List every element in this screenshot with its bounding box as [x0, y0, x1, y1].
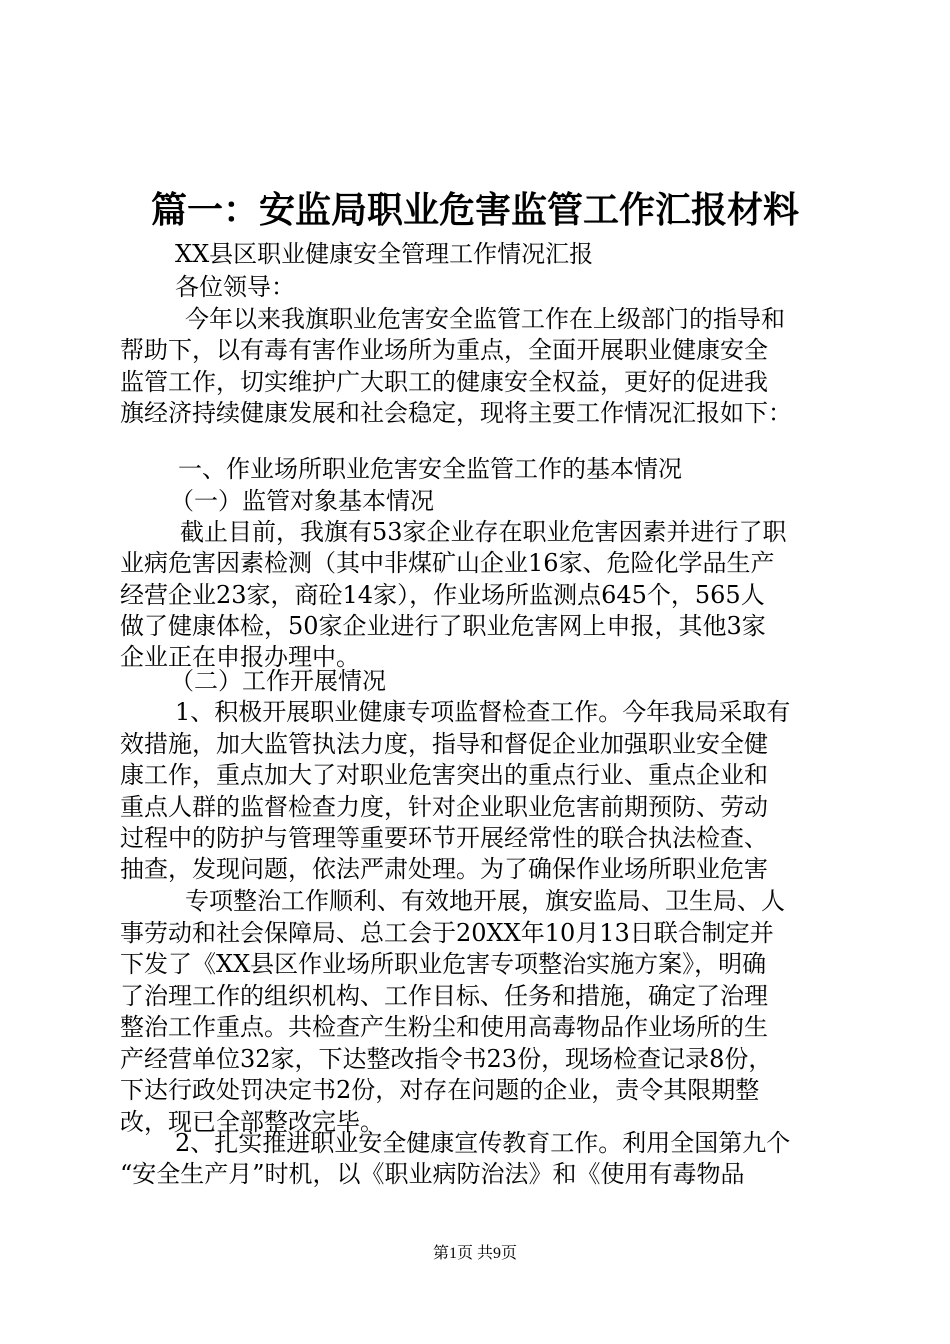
paragraph-line: 效措施，加大监管执法力度，指导和督促企业加强职业安全健 [120, 730, 768, 758]
paragraph-line: 改，现已全部整改完毕。 [120, 1108, 384, 1136]
paragraph-line: 专项整治工作顺利、有效地开展，旗安监局、卫生局、人 [185, 887, 785, 915]
paragraph-line: 1、积极开展职业健康专项监督检查工作。今年我局采取有 [175, 698, 791, 726]
paragraph-line: 了治理工作的组织机构、工作目标、任务和措施，确定了治理 [120, 982, 768, 1010]
paragraph-line: 旗经济持续健康发展和社会稳定，现将主要工作情况汇报如下： [120, 399, 792, 427]
subsection-heading: （二）工作开展情况 [170, 667, 386, 695]
paragraph-line: 下达行政处罚决定书2份，对存在问题的企业，责令其限期整 [120, 1076, 760, 1104]
paragraph-line: 企业正在申报办理中。 [120, 643, 360, 671]
paragraph-line: 过程中的防护与管理等重要环节开展经常性的联合执法检查、 [120, 824, 768, 852]
paragraph-line: 2、扎实推进职业安全健康宣传教育工作。利用全国第九个 [175, 1129, 791, 1157]
paragraph-line: 下发了《XX县区作业场所职业危害专项整治实施方案》，明确 [120, 950, 767, 978]
report-subtitle: XX县区职业健康安全管理工作情况汇报 [175, 240, 594, 268]
paragraph-line: 今年以来我旗职业危害安全监管工作在上级部门的指导和 [185, 305, 785, 333]
section-heading: 一、作业场所职业危害安全监管工作的基本情况 [178, 455, 682, 483]
paragraph-line: 整治工作重点。共检查产生粉尘和使用高毒物品作业场所的生 [120, 1013, 768, 1041]
paragraph-line: 产经营单位32家，下达整改指令书23份，现场检查记录8份， [120, 1045, 773, 1073]
page-number-footer: 第1页 共9页 [432, 1245, 517, 1262]
paragraph-line: 帮助下，以有毒有害作业场所为重点，全面开展职业健康安全 [120, 336, 768, 364]
paragraph-line: 抽查，发现问题，依法严肃处理。为了确保作业场所职业危害 [120, 855, 768, 883]
paragraph-line: 业病危害因素检测（其中非煤矿山企业16家、危险化学品生产 [120, 549, 775, 577]
paragraph-line: 做了健康体检，50家企业进行了职业危害网上申报，其他3家 [120, 612, 766, 640]
paragraph-line: 重点人群的监督检查力度，针对企业职业危害前期预防、劳动 [120, 793, 768, 821]
paragraph-line: 监管工作，切实维护广大职工的健康安全权益，更好的促进我 [120, 368, 768, 396]
paragraph-line: 康工作，重点加大了对职业危害突出的重点行业、重点企业和 [120, 761, 768, 789]
subsection-heading: （一）监管对象基本情况 [170, 487, 434, 515]
paragraph-line: 经营企业23家，商砼14家），作业场所监测点645个，565人 [120, 581, 765, 609]
paragraph-line: “安全生产月”时机，以《职业病防治法》和《使用有毒物品 [120, 1160, 745, 1188]
paragraph-line: 截止目前，我旗有53家企业存在职业危害因素并进行了职 [180, 518, 787, 546]
document-title: 篇一：安监局职业危害监管工作汇报材料 [150, 189, 799, 231]
paragraph-line: 事劳动和社会保障局、总工会于20XX年10月13日联合制定并 [120, 919, 774, 947]
salutation: 各位领导： [175, 273, 295, 301]
